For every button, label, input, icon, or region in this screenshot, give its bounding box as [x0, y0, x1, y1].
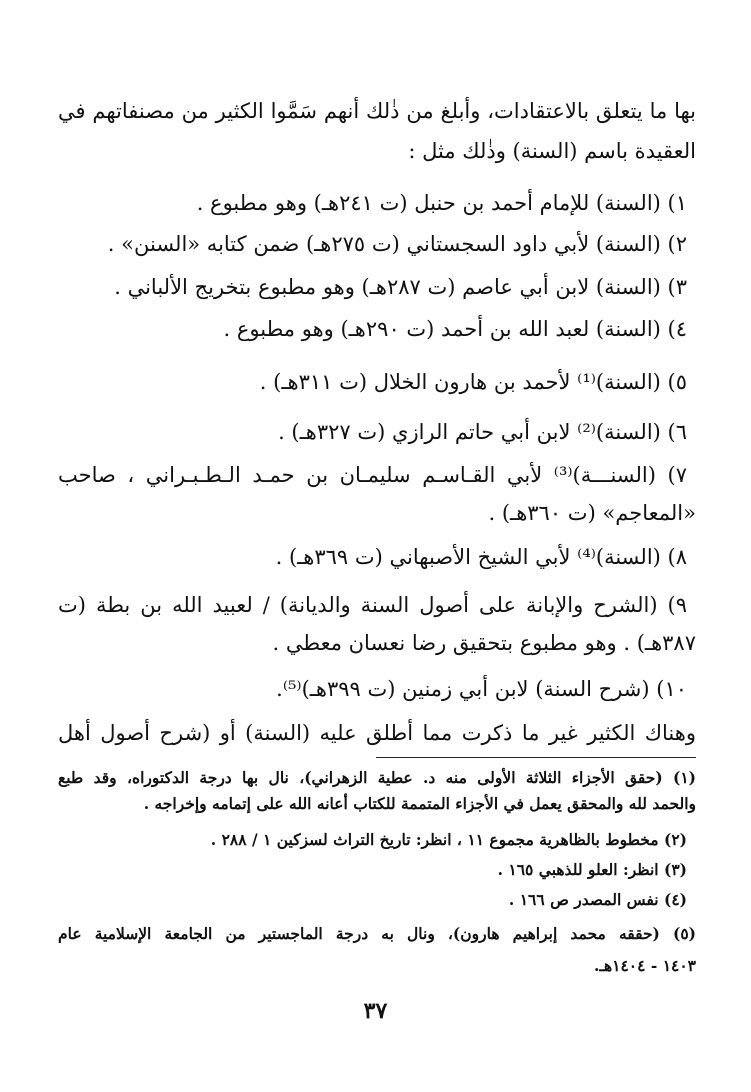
list-item-7: ٧) (السنـــة)⁽³⁾ لأبي القـاسـم سليمـان بن حمـد الـطـبـراني ، صاحب [58, 463, 688, 487]
list-item-5: ٥) (السنة)⁽¹⁾ لأحمد بن هارون الخلال (ت ٣١١هـ) . [259, 370, 687, 394]
footnote-5-continuation: ١٤٠٣ - ١٤٠٤هـ. [594, 956, 696, 975]
list-item-9-continuation: ٣٨٧هـ) . وهو مطبوع بتحقيق رضا نعسان معطي . [272, 631, 696, 655]
footnote-4: (٤) نفس المصدر ص ١٦٦ . [508, 890, 687, 909]
list-item-3: ٣) (السنة) لابن أبي عاصم (ت ٢٨٧هـ) وهو مطبوع بتخريج الألباني . [114, 275, 687, 299]
page-number: ٣٧ [363, 998, 388, 1024]
list-item-1: ١) (السنة) للإمام أحمد بن حنبل (ت ٢٤١هـ) وهو مطبوع . [196, 191, 687, 215]
footnote-5: (٥) (حققه محمد إبراهيم هارون)، ونال به درجة الماجستير من الجامعة الإسلامية عام [58, 924, 696, 943]
list-item-10: ١٠) (شرح السنة) لابن أبي زمنين (ت ٣٩٩هـ)⁽⁵⁾. [276, 677, 687, 701]
list-item-2: ٢) (السنة) لأبي داود السجستاني (ت ٢٧٥هـ) ضمن كتابه «السنن» . [107, 232, 687, 256]
intro-line-1: بها ما يتعلق بالاعتقادات، وأبلغ من ذٰلك أنهم سَمَّوا الكثير من مصنفاتهم في [58, 99, 696, 123]
list-item-7-continuation: «المعاجم» (ت ٣٦٠هـ) . [488, 501, 696, 525]
footnote-1: (١) (حقق الأجزاء الثلاثة الأولى منه د. عطية الزهراني)، نال بها درجة الدكتوراه، وقد طبع [58, 768, 696, 787]
footnote-3: (٣) انظر: العلو للذهبي ١٦٥ . [497, 860, 687, 879]
footnote-2: (٢) مخطوط بالظاهرية مجموع ١١ ، انظر: تاريخ التراث لسزكين ١ / ٢٨٨ . [210, 830, 687, 849]
list-item-9: ٩) (الشرح والإبانة على أصول السنة والديانة) / لعبيد الله بن بطة (ت [58, 593, 687, 617]
closing-line: وهناك الكثير غير ما ذكرت مما أطلق عليه (السنة) أو (شرح أصول أهل [58, 721, 696, 745]
footnote-1-continuation: والحمد لله والمحقق يعمل في الأجزاء المتممة للكتاب أعانه الله على إتمامه وإخراجه . [143, 794, 696, 813]
list-item-6: ٦) (السنة)⁽²⁾ لابن أبي حاتم الرازي (ت ٣٢٧هـ) . [278, 420, 687, 444]
intro-line-2: العقيدة باسم (السنة) وذٰلك مثل : [408, 139, 696, 163]
list-item-8: ٨) (السنة)⁽⁴⁾ لأبي الشيخ الأصبهاني (ت ٣٦٩هـ) . [275, 545, 687, 569]
list-item-4: ٤) (السنة) لعبد الله بن أحمد (ت ٢٩٠هـ) وهو مطبوع . [223, 317, 687, 341]
footnote-separator [376, 757, 696, 758]
